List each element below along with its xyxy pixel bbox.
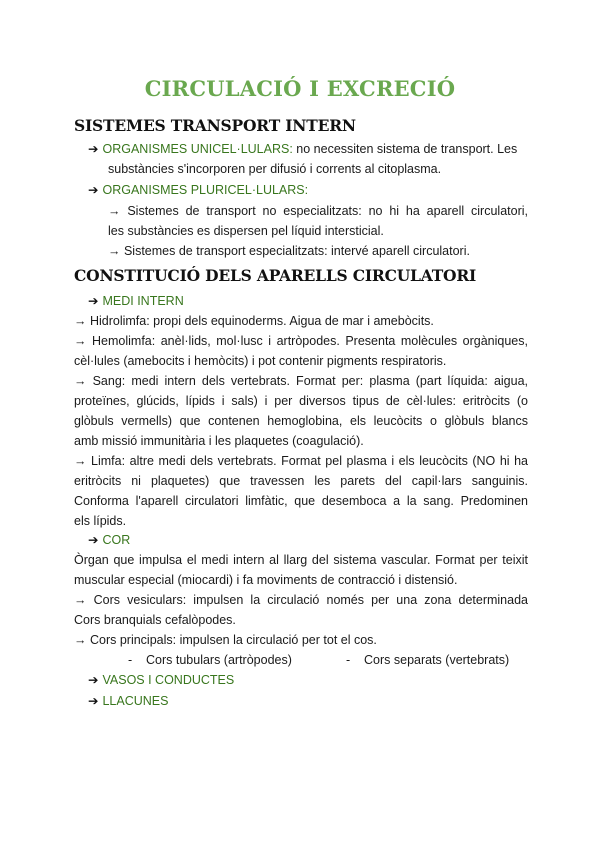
text-line: Cors branquials cefalòpodes. xyxy=(74,613,236,627)
text-cors-principals: → Cors principals: impulsen la circulació per tot el cos. xyxy=(74,633,377,647)
arrow-icon: ➔ xyxy=(88,694,99,708)
text-line: els lípids. xyxy=(74,514,127,528)
item-unicellular xyxy=(88,139,517,159)
arrow-icon: ➔ xyxy=(88,142,99,156)
text-unicellular-2: substàncies s'incorporen per difusió i corrents al citoplasma. xyxy=(108,162,442,176)
text-line: eritròcits ni plaquetes) que travessen les parets del capil·lars sanguinis. xyxy=(74,474,528,488)
text-line: → Hemolimfa: anèl·lids, mol·lusc i artròpodes. Presenta molècules orgàniques, xyxy=(74,334,528,348)
text-cors-tubulars: Cors tubulars (artròpodes) xyxy=(146,653,292,667)
text-line: → Limfa: altre medi dels vertebrats. Format pel plasma i els leucòcits (NO hi ha xyxy=(74,454,528,468)
item-pluricellular xyxy=(88,180,308,200)
label-cor: COR xyxy=(102,533,131,547)
label-unicellular: ORGANISMES UNICEL·LULARS: xyxy=(102,142,293,156)
label-medi-intern-row xyxy=(88,291,184,311)
arrow-icon: ➔ xyxy=(88,533,99,547)
paragraph-hemolimfa xyxy=(74,331,528,371)
paragraph-cors-vesiculars xyxy=(74,590,528,630)
sub-especialitzats: → Sistemes de transport especialitzats: intervé aparell circulatori. xyxy=(108,244,470,258)
label-vasos: VASOS I CONDUCTES xyxy=(102,673,235,687)
text-line: proteïnes, glúcids, lípids i sals) i per diversos tipus de cèl·lules: eritròcits (o xyxy=(74,394,528,408)
label-medi-intern: MEDI INTERN xyxy=(102,294,184,308)
arrow-icon: ➔ xyxy=(88,183,99,197)
text-line: Conforma l'aparell circulatori limfàtic, que desemboca a la sang. Predominen xyxy=(74,494,528,508)
text-line: → Sang: medi intern dels vertebrats. Format per: plasma (part líquida: aigua, xyxy=(74,374,528,388)
label-pluricellular: ORGANISMES PLURICEL·LULARS: xyxy=(102,183,309,197)
text-cors-separats: Cors separats (vertebrats) xyxy=(364,653,510,667)
text-hidrolimfa: → Hidrolimfa: propi dels equinoderms. Aigua de mar i amebòcits. xyxy=(74,314,434,328)
text-line: → Sistemes de transport no especialitzats: no hi ha aparell circulatori, xyxy=(108,204,528,218)
arrow-icon: ➔ xyxy=(88,673,99,687)
text-line: → Cors vesiculars: impulsen la circulació només per una zona determinada xyxy=(74,593,528,607)
text-line: Òrgan que impulsa el medi intern al llarg del sistema vascular. Format per teixit xyxy=(74,553,528,567)
label-vasos-row xyxy=(88,670,234,690)
label-cor-row xyxy=(88,530,130,550)
text-line: les substàncies es dispersen pel líquid intersticial. xyxy=(108,224,384,238)
sub-no-especialitzats xyxy=(108,201,528,241)
text-line: cèl·lules (amebocits i hemòcits) i pot contenir pigments respiratoris. xyxy=(74,354,447,368)
paragraph-cor xyxy=(74,550,528,590)
arrow-icon: ➔ xyxy=(88,294,99,308)
paragraph-sang xyxy=(74,371,528,451)
bullet-dash: - xyxy=(346,653,351,667)
section-heading-constitucio: CONSTITUCIÓ DELS APARELLS CIRCULATORI xyxy=(74,266,477,285)
text-unicellular-1: no necessiten sistema de transport. Les xyxy=(296,142,518,156)
bullet-dash: - xyxy=(128,653,133,667)
text-line: muscular especial (miocardi) i fa moviments de contracció i distensió. xyxy=(74,573,458,587)
text-line: amb missió immunitària i les plaquetes (coagulació). xyxy=(74,434,364,448)
section-heading-transport: SISTEMES TRANSPORT INTERN xyxy=(74,116,356,135)
label-llacunes-row xyxy=(88,691,168,711)
page-title: CIRCULACIÓ I EXCRECIÓ xyxy=(144,76,456,101)
label-llacunes: LLACUNES xyxy=(102,694,169,708)
paragraph-limfa xyxy=(74,451,528,531)
text-line: glòbuls vermells) que contenen hemoglobina, els leucòcits o glòbuls blancs xyxy=(74,414,528,428)
